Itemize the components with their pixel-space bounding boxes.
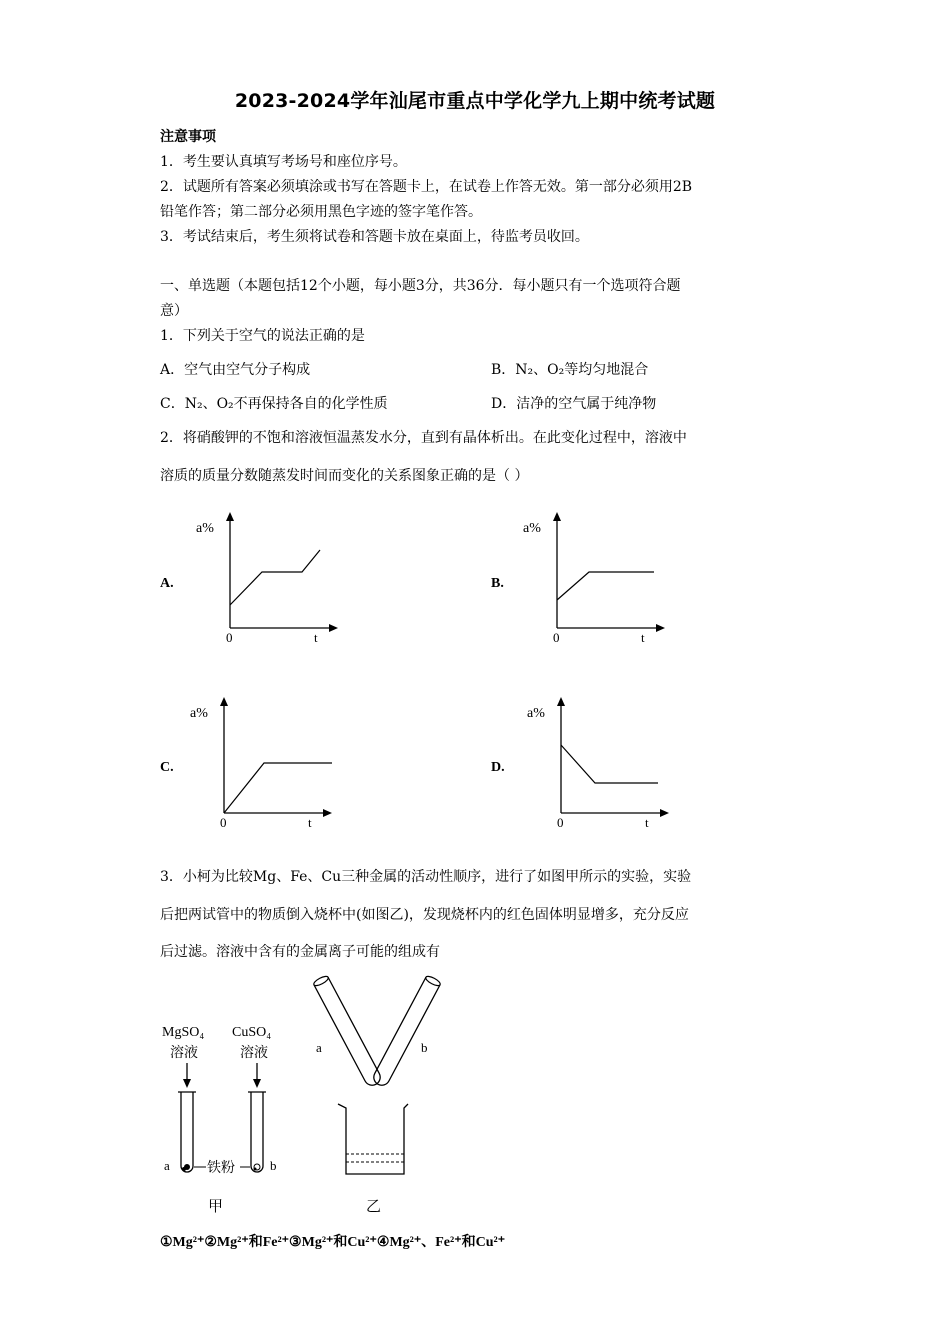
- q1-option-d: D．洁净的空气属于纯净物: [491, 396, 657, 412]
- tube-mouth: [313, 975, 330, 988]
- figure-yi-label: 乙: [366, 1199, 382, 1215]
- question-3-stem: 3．小柯为比较Mg、Fe、Cu三种金属的活动性顺序，进行了如图甲所示的实验，实验: [160, 869, 692, 885]
- pouring-tube-a-label: a: [316, 1040, 322, 1055]
- test-tube-a: [181, 1092, 193, 1172]
- question-2-stem-cont: 溶质的质量分数随蒸发时间而变化的关系图象正确的是（ ）: [160, 468, 529, 484]
- section-heading: 一、单选题（本题包括12个小题，每小题3分，共36分．每小题只有一个选项符合题: [160, 278, 681, 294]
- y-axis-label: a%: [527, 706, 545, 721]
- question-2-stem: 2．将硝酸钾的不饱和溶液恒温蒸发水分，直到有晶体析出。在此变化过程中，溶液中: [160, 430, 687, 446]
- solution-b-label: 溶液: [240, 1046, 268, 1061]
- pouring-tube-b: [371, 977, 440, 1088]
- y-axis-arrow: [557, 697, 565, 706]
- arrow-head: [253, 1079, 261, 1088]
- graph-b: [517, 510, 677, 650]
- x-axis-label: t: [314, 630, 318, 645]
- origin-label: 0: [226, 630, 233, 645]
- y-axis-label: a%: [523, 521, 541, 536]
- iron-powder-label: 铁粉: [207, 1161, 235, 1176]
- y-axis-label: a%: [190, 706, 208, 721]
- section-heading-cont: 意）: [160, 303, 188, 319]
- graph-b-label: B.: [491, 576, 504, 591]
- test-tube-b: [251, 1092, 263, 1172]
- iron-powder: [254, 1168, 257, 1171]
- experiment-figure: [150, 968, 470, 1218]
- question-3-stem-cont: 后过滤。溶液中含有的金属离子可能的组成有: [160, 944, 440, 960]
- notice-item: 3．考试结束后，考生须将试卷和答题卡放在桌面上，待监考员收回。: [160, 229, 589, 245]
- question-1-stem: 1．下列关于空气的说法正确的是: [160, 328, 365, 344]
- graph-c: [184, 695, 344, 835]
- x-axis-arrow: [660, 809, 669, 817]
- solution-b-label: CuSO₄: [232, 1025, 272, 1040]
- origin-label: 0: [220, 815, 227, 830]
- graph-a: [190, 510, 350, 650]
- beaker: [338, 1104, 408, 1174]
- y-axis-arrow: [220, 697, 228, 706]
- iron-powder: [182, 1167, 186, 1171]
- graph-curve: [557, 572, 654, 600]
- x-axis-label: t: [645, 815, 649, 830]
- graph-a-label: A.: [160, 576, 174, 591]
- page-title: 2023-2024学年汕尾市重点中学化学九上期中统考试题: [234, 90, 716, 112]
- pouring-tube-b-label: b: [421, 1040, 428, 1055]
- figure-jia-label: 甲: [208, 1199, 224, 1215]
- notice-item: 2．试题所有答案必须填涂或书写在答题卡上，在试卷上作答无效。第一部分必须用2B: [160, 179, 693, 195]
- tube-mouth: [425, 975, 442, 988]
- pouring-tube-a: [314, 977, 383, 1088]
- y-axis-arrow: [226, 512, 234, 521]
- y-axis-label: a%: [196, 521, 214, 536]
- graph-d: [521, 695, 681, 835]
- x-axis-arrow: [329, 624, 338, 632]
- notice-heading: 注意事项: [160, 129, 216, 145]
- origin-label: 0: [557, 815, 564, 830]
- notice-item: 1．考生要认真填写考场号和座位序号。: [160, 154, 407, 170]
- graph-curve: [230, 550, 320, 605]
- question-3-stem-cont: 后把两试管中的物质倒入烧杯中(如图乙)，发现烧杯内的红色固体明显增多，充分反应: [160, 907, 689, 923]
- origin-label: 0: [553, 630, 560, 645]
- notice-item: 铅笔作答；第二部分必须用黑色字迹的签字笔作答。: [160, 204, 482, 220]
- tube-b-label: b: [270, 1158, 277, 1173]
- q1-option-b: B．N₂、O₂等均匀地混合: [491, 362, 649, 378]
- q3-choices: ①Mg²⁺②Mg²⁺和Fe²⁺③Mg²⁺和Cu²⁺④Mg²⁺、Fe²⁺和Cu²⁺: [160, 1235, 506, 1250]
- arrow-head: [183, 1079, 191, 1088]
- solution-a-label: MgSO₄: [162, 1025, 205, 1040]
- graph-d-label: D.: [491, 760, 505, 775]
- y-axis-arrow: [553, 512, 561, 521]
- graph-c-label: C.: [160, 760, 174, 775]
- x-axis-label: t: [641, 630, 645, 645]
- q1-option-a: A．空气由空气分子构成: [160, 362, 311, 378]
- q1-option-c: C．N₂、O₂不再保持各自的化学性质: [160, 396, 388, 412]
- x-axis-arrow: [323, 809, 332, 817]
- x-axis-label: t: [308, 815, 312, 830]
- graph-curve: [561, 745, 658, 783]
- graph-curve: [224, 763, 332, 813]
- solution-a-label: 溶液: [170, 1046, 198, 1061]
- tube-a-label: a: [164, 1158, 170, 1173]
- x-axis-arrow: [656, 624, 665, 632]
